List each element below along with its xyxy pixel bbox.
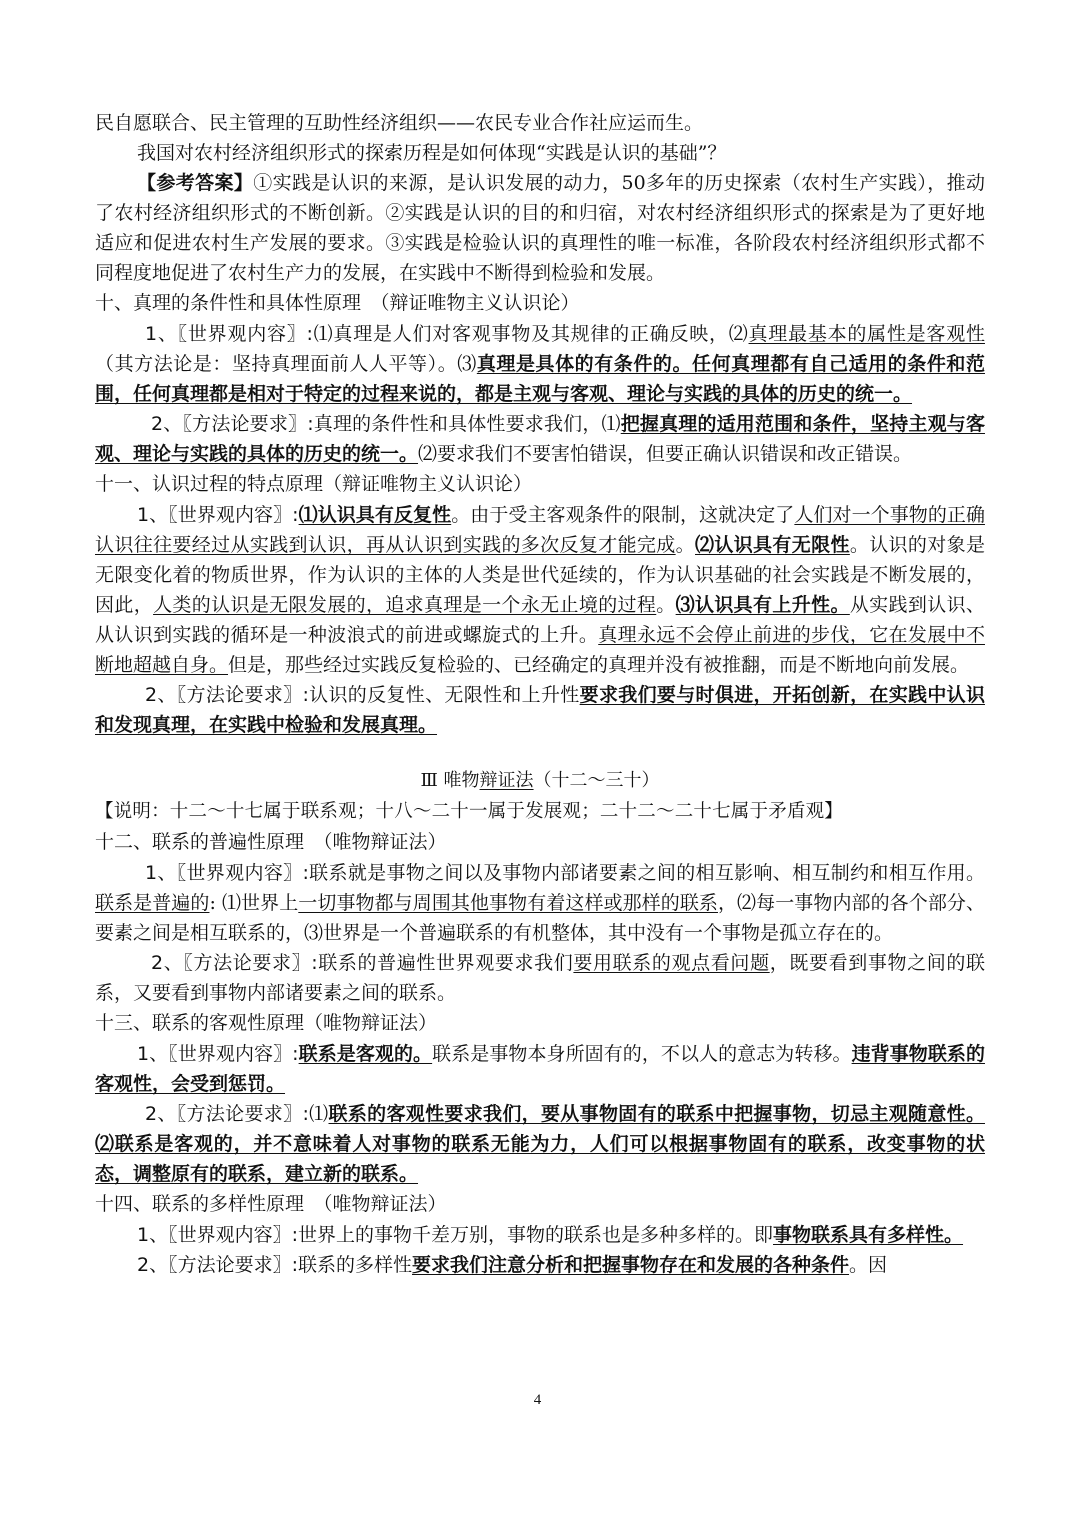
- section-heading-10: 十、真理的条件性和具体性原理 （辩证唯物主义认识论）: [95, 292, 580, 314]
- s11-methodology: 2、〖方法论要求〗:认识的反复性、无限性和上升性要求我们要与时俱进，开拓创新，在实践中认识和发现真理，在实践中检验和发展真理。: [95, 684, 985, 736]
- section-heading-11: 十一、认识过程的特点原理（辩证唯物主义认识论）: [95, 473, 533, 495]
- intro-line: 民自愿联合、民主管理的互助性经济组织——农民专业合作社应运而生。: [95, 112, 704, 134]
- section-heading-14: 十四、联系的多样性原理 （唯物辩证法）: [95, 1193, 447, 1215]
- s13-worldview: 1、〖世界观内容〗:联系是客观的。联系是事物本身所固有的，不以人的意志为转移。违背事物联系的客观性，会受到惩罚。: [95, 1043, 985, 1095]
- document-page: [95, 108, 985, 1280]
- s10-methodology: 2、〖方法论要求〗:真理的条件性和具体性要求我们，⑴把握真理的适用范围和条件，坚持主观与客观、理论与实践的具体的历史的统一。⑵要求我们不要害怕错误，但要正确认识错误和改正错误。: [95, 413, 985, 465]
- s14-worldview: 1、〖世界观内容〗:世界上的事物千差万别，事物的联系也是多种多样的。即事物联系具有多样性。: [137, 1224, 964, 1246]
- section-heading-13: 十三、联系的客观性原理（唯物辩证法）: [95, 1012, 438, 1034]
- s13-methodology: 2、〖方法论要求〗:⑴联系的客观性要求我们，要从事物固有的联系中把握事物，切忌主观随意性。⑵联系是客观的，并不意味着人对事物的联系无能为力，人们可以根据事物固有的联系，改变事物的状态，调整原有的联系，建立新的联系。: [95, 1103, 985, 1185]
- part-title: Ⅲ 唯物辩证法（十二～三十）: [420, 770, 660, 791]
- section-heading-12: 十二、联系的普遍性原理 （唯物辩证法）: [95, 831, 447, 853]
- s12-worldview: 1、〖世界观内容〗:联系就是事物之间以及事物内部诸要素之间的相互影响、相互制约和相互作用。联系是普遍的: ⑴世界上一切事物都与周围其他事物有着这样或那样的联系，⑵每一事物内部的各个部分、要素之间是相互联系的，⑶世界是一个普遍联系的有机整体，其中没有一个事物是孤立存在的。: [95, 862, 985, 944]
- part-note: 【说明：十二～十七属于联系观；十八～二十一属于发展观；二十二～二十七属于矛盾观】: [95, 801, 844, 822]
- question-text: 我国对农村经济组织形式的探索历程是如何体现“实践是认识的基础”？: [137, 142, 727, 164]
- s10-worldview: 1、〖世界观内容〗:⑴真理是人们对客观事物及其规律的正确反映，⑵真理最基本的属性是客观性（其方法论是：坚持真理面前人人平等）。⑶真理是具体的有条件的。任何真理都有自己适用的条件和范围，任何真理都是相对于特定的过程来说的，都是主观与客观、理论与实践的具体的历史的统一。: [95, 323, 985, 405]
- reference-answer: 【参考答案】①实践是认识的来源，是认识发展的动力，50多年的历史探索（农村生产实践），推动了农村经济组织形式的不断创新。②实践是认识的目的和归宿，对农村经济组织形式的探索是为了更好地适应和促进农村生产发展的要求。③实践是检验认识的真理性的唯一标准，各阶段农村经济组织形式都不同程度地促进了农村生产力的发展，在实践中不断得到检验和发展。: [95, 172, 985, 284]
- page-number: 4: [533, 1392, 542, 1408]
- s14-methodology: 2、〖方法论要求〗:联系的多样性要求我们注意分析和把握事物存在和发展的各种条件。因: [137, 1254, 888, 1276]
- s12-methodology: 2、〖方法论要求〗:联系的普遍性世界观要求我们要用联系的观点看问题，既要看到事物之间的联系，又要看到事物内部诸要素之间的联系。: [95, 952, 985, 1004]
- s11-worldview: 1、〖世界观内容〗:⑴认识具有反复性。由于受主客观条件的限制，这就决定了人们对一个事物的正确认识往往要经过从实践到认识，再从认识到实践的多次反复才能完成。⑵认识具有无限性。认识的对象是无限变化着的物质世界，作为认识的主体的人类是世代延续的，作为认识基础的社会实践是不断发展的，因此，人类的认识是无限发展的，追求真理是一个永无止境的过程。⑶认识具有上升性。从实践到认识、从认识到实践的循环是一种波浪式的前进或螺旋式的上升。真理永远不会停止前进的步伐，它在发展中不断地超越自身。但是，那些经过实践反复检验的、已经确定的真理并没有被推翻，而是不断地向前发展。: [95, 504, 985, 676]
- answer-label: 【参考答案】: [137, 172, 254, 194]
